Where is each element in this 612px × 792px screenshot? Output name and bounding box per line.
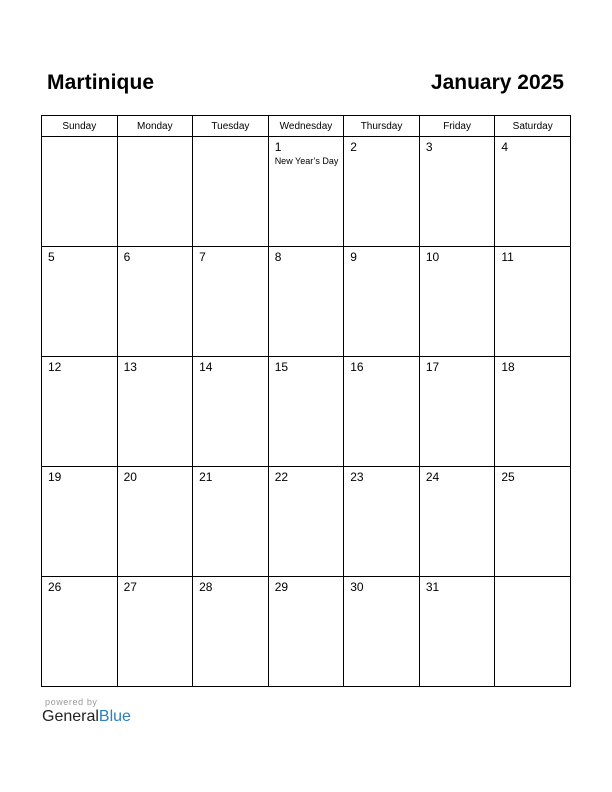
day-cell [268, 577, 344, 687]
day-number: 21 [199, 470, 213, 484]
day-cell [117, 577, 193, 687]
day-cell [344, 577, 420, 687]
weekday-wednesday: Wednesday [268, 116, 344, 137]
day-cell [193, 577, 269, 687]
day-number: 1 [274, 140, 282, 154]
day-cell [42, 247, 118, 357]
day-cell [344, 137, 420, 247]
day-cell [419, 577, 495, 687]
day-cell [495, 357, 571, 467]
weekday-tuesday: Tuesday [193, 116, 269, 137]
day-cell [344, 357, 420, 467]
day-cell [495, 467, 571, 577]
day-cell [419, 247, 495, 357]
day-cell [193, 137, 269, 247]
day-cell [419, 357, 495, 467]
day-number: 23 [350, 470, 364, 484]
day-number: 25 [501, 470, 515, 484]
day-cell [344, 467, 420, 577]
day-cell [42, 137, 118, 247]
logo-text-general: General [42, 708, 99, 725]
day-number: 12 [48, 360, 62, 374]
day-number: 11 [501, 250, 514, 264]
day-number: 14 [199, 360, 213, 374]
day-cell [117, 357, 193, 467]
weekday-friday: Friday [419, 116, 495, 137]
logo-text-blue: Blue [98, 708, 131, 725]
day-number: 10 [425, 250, 440, 264]
day-number: 16 [350, 360, 364, 374]
day-number: 20 [123, 470, 137, 484]
day-number: 2 [350, 140, 357, 154]
day-number: 3 [425, 140, 433, 154]
day-number: 19 [48, 470, 62, 484]
day-cell [495, 577, 571, 687]
calendar-grid [41, 115, 571, 687]
day-cell [268, 137, 344, 247]
generalblue-logo[interactable] [42, 708, 131, 726]
day-number: 29 [274, 580, 289, 594]
day-cell [193, 467, 269, 577]
day-cell [268, 357, 344, 467]
weekday-saturday: Saturday [495, 116, 571, 137]
day-number: 27 [123, 580, 137, 594]
week-row [42, 137, 571, 247]
day-cell [193, 247, 269, 357]
day-number: 28 [199, 580, 213, 594]
day-number: 17 [425, 360, 440, 374]
day-number: 5 [48, 250, 55, 264]
day-cell [419, 467, 495, 577]
week-row [42, 577, 571, 687]
day-cell [193, 357, 269, 467]
weekday-thursday: Thursday [344, 116, 420, 137]
day-number: 7 [199, 250, 206, 264]
day-number: 8 [274, 250, 282, 264]
day-number: 13 [123, 360, 137, 374]
weekday-sunday: Sunday [42, 116, 118, 137]
day-number: 4 [501, 140, 509, 154]
powered-by-text: powered by [45, 697, 98, 707]
day-cell [117, 247, 193, 357]
day-cell [117, 467, 193, 577]
calendar-month-title: January 2025 [430, 71, 564, 94]
day-number: 18 [501, 360, 515, 374]
day-cell [117, 137, 193, 247]
holiday-label: New Year’s Day [274, 156, 339, 166]
day-cell [419, 137, 495, 247]
day-number: 15 [274, 360, 289, 374]
day-number: 9 [350, 250, 357, 264]
day-number: 31 [425, 580, 440, 594]
day-cell [344, 247, 420, 357]
day-number: 22 [274, 470, 289, 484]
week-row [42, 357, 571, 467]
week-row [42, 467, 571, 577]
week-row [42, 247, 571, 357]
weekday-header-row [42, 116, 571, 137]
day-number: 26 [48, 580, 62, 594]
day-cell [495, 247, 571, 357]
day-cell [42, 467, 118, 577]
weekday-monday: Monday [117, 116, 193, 137]
day-number: 30 [350, 580, 364, 594]
day-cell [495, 137, 571, 247]
day-number: 24 [425, 470, 440, 484]
calendar-country-title: Martinique [47, 71, 155, 94]
day-cell [268, 467, 344, 577]
day-number: 6 [123, 250, 131, 264]
day-cell [42, 357, 118, 467]
day-cell [42, 577, 118, 687]
day-cell [268, 247, 344, 357]
